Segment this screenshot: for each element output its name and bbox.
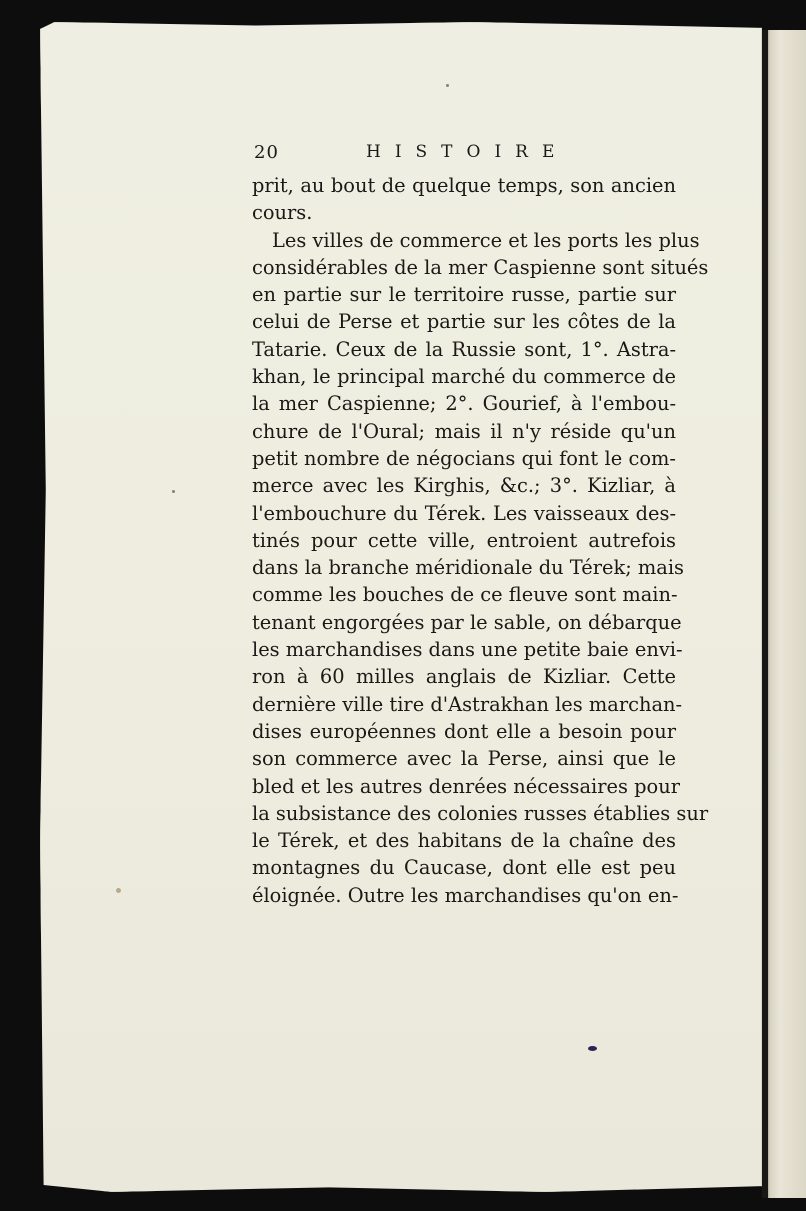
text-line: en partie sur le territoire russe, partie sur	[252, 283, 676, 307]
text-line: dises européennes dont elle a besoin pour	[252, 719, 676, 743]
paper-speck	[446, 84, 449, 87]
text-line: le Térek, et des habitans de la chaîne des	[252, 829, 676, 853]
paper-speck	[172, 490, 175, 493]
text-line: éloignée. Outre les marchandises qu'on en-	[252, 883, 679, 907]
page-number: 20	[254, 142, 279, 163]
text-line: khan, le principal marché du commerce de	[252, 365, 676, 389]
text-line: tinés pour cette ville, entroient autrefois	[252, 528, 676, 552]
text-line: bled et les autres denrées nécessaires pour	[252, 774, 680, 798]
text-line: dans la branche méridionale du Térek; mais	[252, 556, 684, 580]
text-line: Les villes de commerce et les ports les plus	[272, 228, 700, 252]
text-line: ron à 60 milles anglais de Kizliar. Cette	[252, 665, 676, 689]
text-line: celui de Perse et partie sur les côtes de la	[252, 310, 676, 334]
paper-speck	[116, 888, 121, 893]
ink-blot	[588, 1046, 597, 1051]
text-line: merce avec les Kirghis, &c.; 3°. Kizliar, à	[252, 474, 676, 498]
text-line: la subsistance des colonies russes établies sur	[252, 801, 709, 825]
text-line: petit nombre de négocians qui font le com-	[252, 446, 676, 470]
text-line: chure de l'Oural; mais il n'y réside qu'un	[252, 419, 676, 443]
facing-page-edge	[762, 30, 806, 1198]
text-line: prit, au bout de quelque temps, son ancien	[252, 174, 676, 197]
page-header	[254, 142, 574, 168]
text-line: considérables de la mer Caspienne sont situés	[252, 255, 709, 279]
text-line: les marchandises dans une petite baie envi-	[252, 638, 683, 662]
text-line: Tatarie. Ceux de la Russie sont, 1°. Astra-	[252, 337, 676, 361]
text-line: la mer Caspienne; 2°. Gourief, à l'embou-	[252, 392, 676, 416]
text-line: dernière ville tire d'Astrakhan les marchan-	[252, 692, 683, 716]
text-line: comme les bouches de ce fleuve sont main-	[252, 583, 678, 607]
text-line: tenant engorgées par le sable, on débarque	[252, 610, 682, 634]
body-text	[252, 172, 709, 909]
running-head: HISTOIRE	[366, 142, 569, 162]
text-line: cours.	[252, 201, 313, 225]
text-line: son commerce avec la Perse, ainsi que le	[252, 747, 676, 771]
text-line: l'embouchure du Térek. Les vaisseaux des-	[252, 501, 676, 525]
text-line: montagnes du Caucase, dont elle est peu	[252, 856, 676, 880]
